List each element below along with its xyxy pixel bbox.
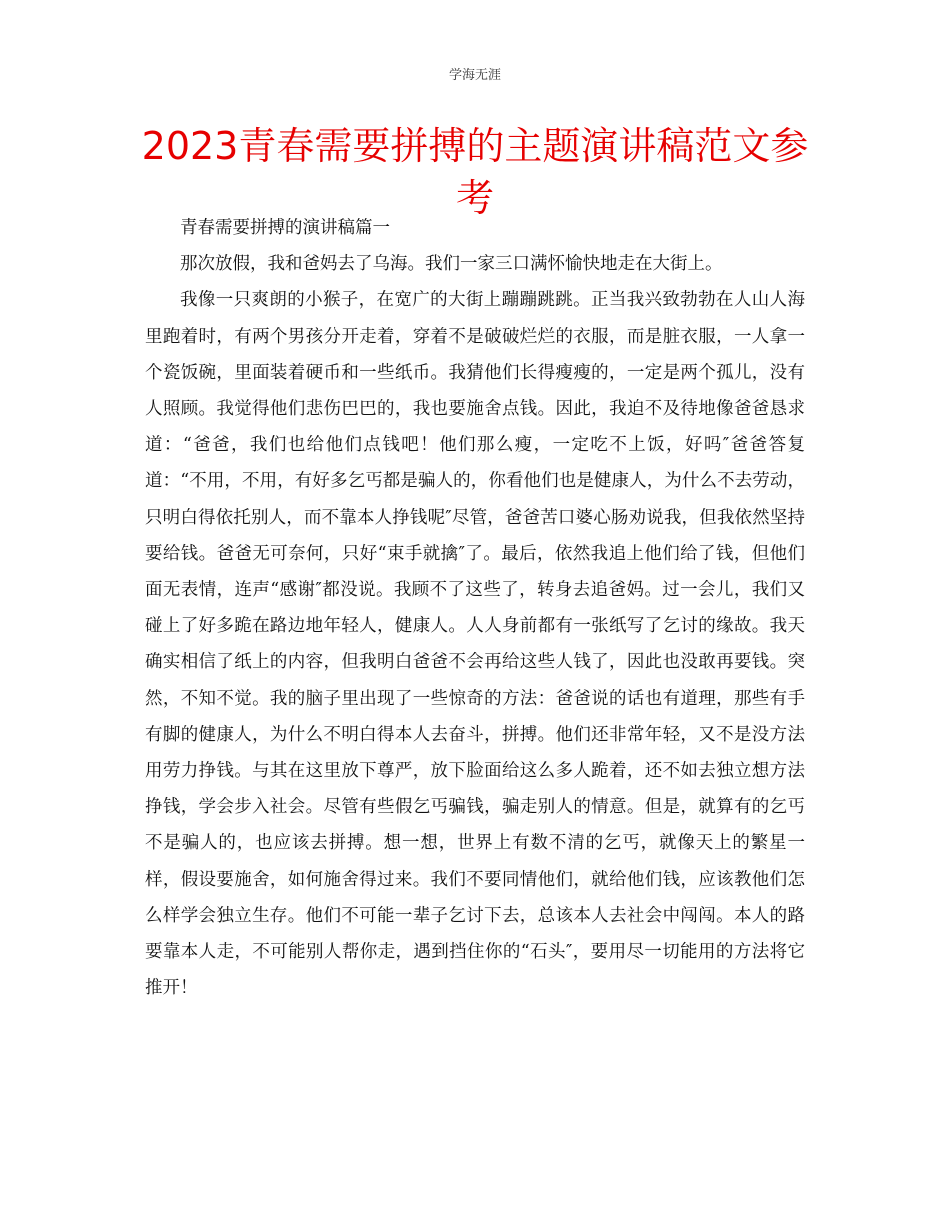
document-title: 2023青春需要拼搏的主题演讲稿范文参考 [141,124,809,220]
paragraph: 那次放假，我和爸妈去了乌海。我们一家三口满怀愉快地走在大街上。 [180,254,723,275]
page-header: 学海无涯 [448,68,501,83]
paragraph: 我像一只爽朗的小猴子，在宽广的大街上蹦蹦跳跳。正当我兴致勃勃在人山人海里跑着时，有两个男孩分开走着，穿着不是破破烂烂的衣服，而是脏衣服，一人拿一个瓷饭碗，里面装着硬币和一些纸币。我猜他们长得瘦瘦的，一定是两个孤儿，没有人照顾。我觉得他们悲伤巴巴的，我也要施舍点钱。因此，我迫不及待地像爸爸恳求道：“爸爸，我们也给他们点钱吧！他们那么瘦，一定吃不上饭，好吗″爸爸答复道：“不用，不用，有好多乞丐都是骗人的，你看他们也是健康人，为什么不去劳动，只明白得依托别人，而不靠本人挣钱呢″尽管，爸爸苦口婆心肠劝说我，但我依然坚持要给钱。爸爸无可奈何，只好“束手就擒″了。最后，依然我追上他们给了钱，但他们面无表情，连声“感谢″都没说。我顾不了这些了，转身去追爸妈。过一会儿，我们又碰上了好多跪在路边地年轻人，健康人。人人身前都有一张纸写了乞讨的缘故。我天确实相信了纸上的内容，但我明白爸爸不会再给这些人钱了，因此也没敢再要钱。突然，不知不觉。我的脑子里出现了一些惊奇的方法：爸爸说的话也有道理，那些有手有脚的健康人，为什么不明白得本人去奋斗，拼搏。他们还非常年轻，又不是没方法用劳力挣钱。与其在这里放下尊严，放下脸面给这么多人跪着，还不如去独立想方法挣钱，学会步入社会。尽管有些假乞丐骗钱，骗走别人的情意。但是，就算有的乞丐不是骗人的，也应该去拼搏。想一想，世界上有数不清的乞丐，就像天上的繁星一样，假设要施舍，如何施舍得过来。我们不要同情他们，就给他们钱，应该教他们怎么样学会独立生存。他们不可能一辈子乞讨下去，总该本人去社会中闯闯。本人的路要靠本人走，不可能别人帮你走，遇到挡住你的“石头″，要用尽一切能用的方法将它推开！ [145,290,805,999]
document-body [145,210,805,1006]
section-heading: 青春需要拼搏的演讲稿篇一 [180,218,390,238]
